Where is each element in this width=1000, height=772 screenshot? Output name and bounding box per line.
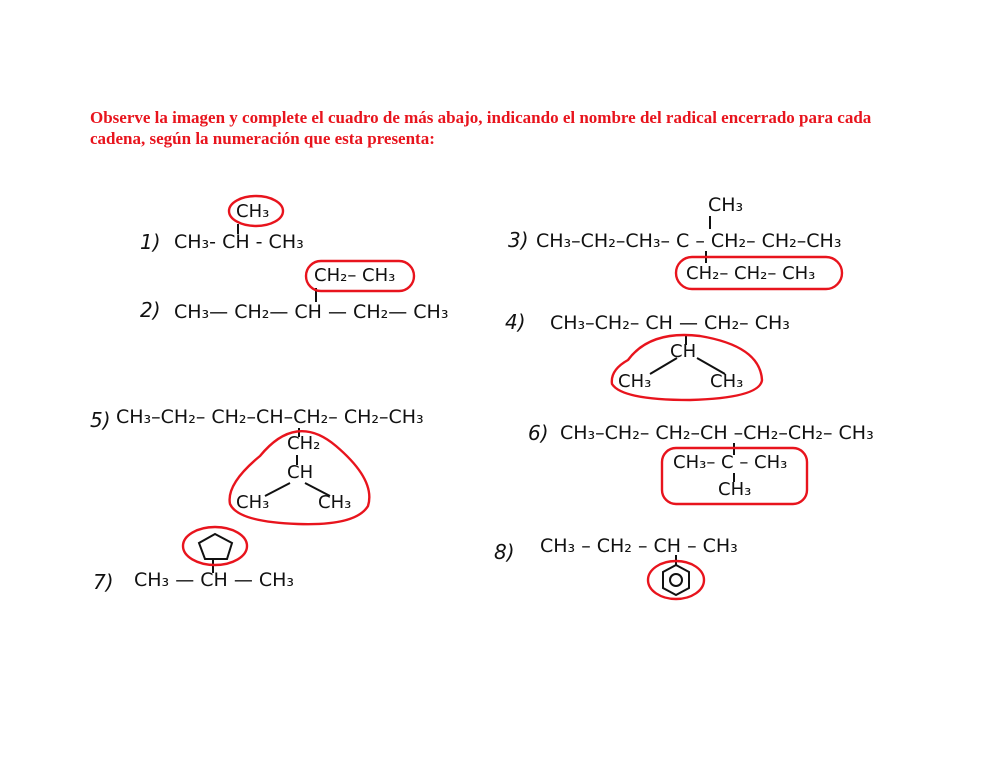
structure-4-branch-ch: CH [670,341,697,362]
structure-8-main-chain: CH₃ – CH₂ – CH – CH₃ [540,535,738,557]
structure-5-branch-ch: CH [287,462,314,483]
structure-2-branch: CH₂– CH₃ [314,265,396,286]
structure-8-number: 8) [494,540,515,564]
structure-5-bond-right [305,483,330,496]
structure-5-number: 5) [90,408,111,432]
structure-5-main-chain: CH₃–CH₂– CH₂–CH–CH₂– CH₂–CH₃ [116,406,424,428]
benzene-ring-icon [663,565,689,595]
structure-8-circle [648,561,704,599]
structure-4-branch-methyl-left: CH₃ [618,371,652,392]
structure-2-number: 2) [140,298,161,322]
structure-5-bond-left [265,483,290,496]
structure-1-branch: CH₃ [236,201,270,222]
structure-3-circle [676,257,842,289]
structure-4-main-chain: CH₃–CH₂– CH — CH₂– CH₃ [550,312,790,334]
structure-7-number: 7) [93,570,114,594]
structure-5-branch-methyl-left: CH₃ [236,492,270,513]
instructions-text: Observe la imagen y complete el cuadro de más abajo, indicando el nombre del radical encerrado para cada cadena, según la numeración que esta presenta: [90,108,872,148]
structure-7-main-chain: CH₃ — CH — CH₃ [134,569,295,591]
benzene-aromatic-circle [670,574,682,586]
structure-4-bond-right [697,358,725,374]
structure-3-number: 3) [508,228,529,252]
structure-2-circle [306,261,414,291]
structure-1-number: 1) [140,230,161,254]
structure-3-main-chain: CH₃–CH₂–CH₃– C – CH₂– CH₂–CH₃ [536,230,842,252]
structure-4-number: 4) [505,310,526,334]
cyclopentane-ring-icon [199,534,232,559]
structure-3-branch: CH₂– CH₂– CH₃ [686,263,816,284]
structure-5-branch-ch2: CH₂ [287,433,321,454]
structure-4-bond-left [650,358,677,374]
structure-4-branch-methyl-right: CH₃ [710,371,744,392]
structure-6-main-chain: CH₃–CH₂– CH₂–CH –CH₂–CH₂– CH₃ [560,422,874,444]
structure-3-top-methyl: CH₃ [708,194,744,216]
structure-1-main-chain: CH₃- CH - CH₃ [174,231,304,253]
structure-6-branch-methyl-bottom: CH₃ [718,479,752,500]
structure-5-circle [230,431,370,524]
structure-6-branch-row: CH₃– C – CH₃ [673,452,788,473]
structure-2-main-chain: CH₃— CH₂— CH — CH₂— CH₃ [174,301,449,323]
structure-6-number: 6) [528,421,549,445]
structure-1-circle [229,196,283,226]
structure-5-branch-methyl-right: CH₃ [318,492,352,513]
